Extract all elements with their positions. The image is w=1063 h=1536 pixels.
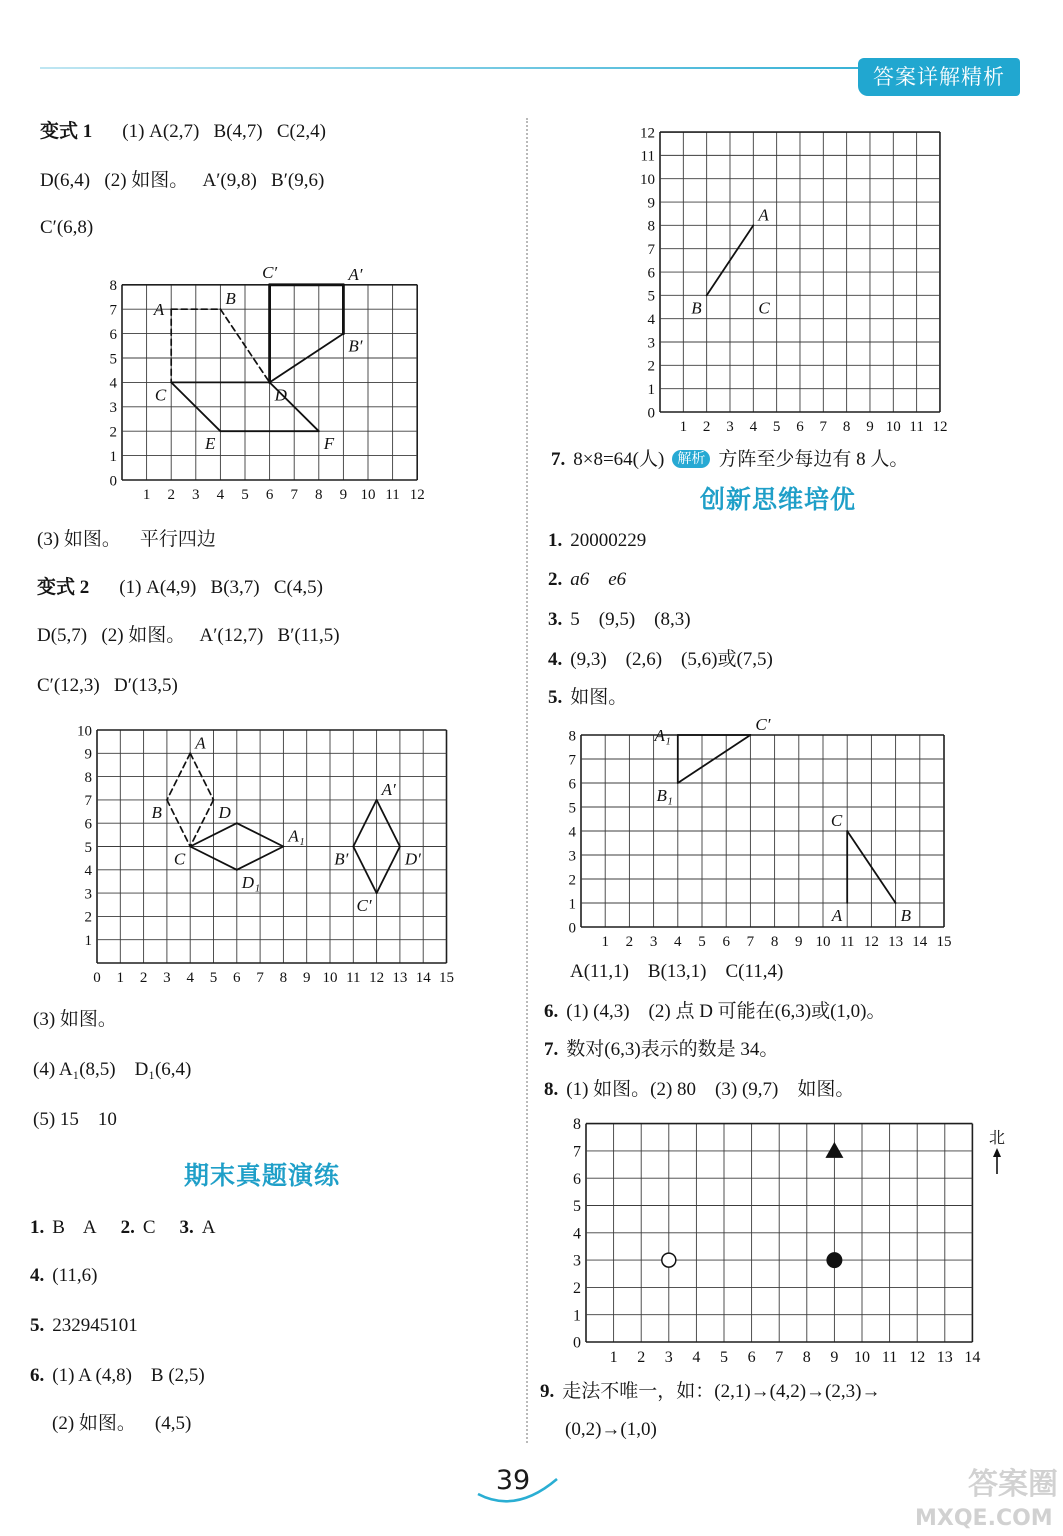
y-tick-label: 6 [647,265,655,282]
y-tick-label: 5 [573,1198,581,1216]
final-exam-heading: 期末真题演练 [183,1161,340,1190]
point-label: B′ [334,849,349,869]
final-q1-number: 1. [30,1217,45,1238]
innov-q5-answer: 如图。 [570,687,628,708]
x-tick-label: 1 [609,1349,618,1366]
x-tick-label: 13 [392,970,408,986]
y-tick-label: 4 [647,311,655,328]
final-q6-line2: (2) 如图。 (4,5) [52,1413,192,1434]
page-number: 39 [495,1465,531,1496]
y-tick-label: 2 [109,424,117,441]
y-tick-label: 2 [568,872,576,889]
x-tick-label: 6 [233,970,241,986]
final-q2-answer: C [142,1217,156,1238]
point-label: A₁ [654,726,671,745]
x-tick-label: 9 [339,487,348,503]
watermark-cn: 答案圈 [968,1467,1058,1502]
y-tick-label: 7 [84,793,92,810]
y-tick-label: 8 [573,1116,581,1134]
point-label: D [218,802,231,822]
x-tick-label: 14 [964,1349,981,1366]
x-tick-label: 7 [819,419,828,435]
final-q4-answer: (11,6) [52,1265,98,1286]
point-label: C [758,298,770,318]
innov-q7-answer: 数对(6,3)表示的数是 34。 [566,1039,779,1060]
variant1-line3: C′(6,8) [40,217,94,238]
x-tick-label: 1 [116,970,125,986]
north-arrowhead-icon [993,1148,1001,1157]
y-tick-label: 7 [568,752,576,769]
final-q6-number: 6. [30,1365,45,1386]
variant2-line6: (5) 15 10 [33,1109,117,1130]
y-tick-label: 0 [573,1334,581,1352]
final-q5-number: 5. [30,1315,45,1336]
x-tick-label: 6 [265,487,274,503]
x-tick-label: 8 [279,970,288,986]
variant2-line5: (4) A₁(8,5) D₁(6,4) [33,1059,192,1080]
x-tick-label: 7 [746,934,755,950]
x-tick-label: 6 [796,419,804,435]
north-label: 北 [988,1130,1006,1147]
y-tick-label: 12 [640,125,655,142]
x-tick-label: 11 [881,1349,898,1366]
y-tick-label: 1 [573,1307,581,1325]
variant2-line2: D(5,7) (2) 如图。 A′(12,7) B′(11,5) [37,625,340,646]
x-tick-label: 7 [256,970,264,986]
final-q3-number: 3. [179,1217,194,1238]
variant1-line1-text: (1) A(2,7) B(4,7) C(2,4) [122,121,326,142]
x-tick-label: 8 [315,487,323,503]
x-tick-label: 4 [216,487,225,503]
x-tick-label: 8 [842,419,851,435]
y-tick-label: 9 [84,746,92,763]
y-tick-label: 8 [568,728,576,745]
x-tick-label: 7 [290,487,298,503]
variant2-line3: C′(12,3) D′(13,5) [37,675,178,696]
innov-q3-number: 3. [548,609,563,630]
final-q1-answer: B A [52,1217,97,1238]
y-tick-label: 3 [647,335,655,352]
point-label: A₁ [288,826,305,846]
x-tick-label: 3 [726,419,734,435]
x-tick-label: 14 [912,934,928,950]
y-tick-label: 10 [77,723,92,740]
y-tick-label: 4 [84,863,92,880]
point-label: E [205,434,216,454]
point-label: C′ [356,896,372,916]
x-tick-label: 11 [385,487,400,503]
x-tick-label: 4 [692,1349,701,1366]
variant1-title: 变式 1 [40,121,93,142]
x-tick-label: 12 [863,934,879,950]
point-label: B [691,298,702,318]
y-tick-label: 10 [640,171,655,188]
x-tick-label: 11 [909,419,924,435]
x-tick-label: 10 [885,419,901,435]
variant1-line4: (3) 如图。 平行四边 [37,529,216,550]
point-label: A [758,205,769,225]
innov-q8-number: 8. [544,1079,559,1100]
y-tick-label: 6 [573,1170,581,1188]
x-tick-label: 11 [839,934,855,950]
final-q2-number: 2. [120,1217,135,1238]
y-tick-label: 4 [109,375,117,392]
x-tick-label: 2 [167,487,175,503]
x-tick-label: 5 [209,970,218,986]
point-label: B [900,906,911,925]
x-tick-label: 3 [192,487,200,503]
x-tick-label: 9 [866,419,874,435]
x-tick-label: 12 [909,1349,926,1366]
y-tick-label: 1 [568,896,576,913]
y-tick-label: 5 [109,351,117,368]
figure-r8 [573,1116,980,1366]
x-tick-label: 7 [775,1349,784,1366]
final-q4-number: 4. [30,1265,45,1286]
point-label: A [153,300,165,320]
point-label: A [195,733,206,753]
x-tick-label: 12 [409,487,425,503]
x-tick-label: 5 [241,487,249,503]
x-tick-label: 0 [93,970,101,986]
y-tick-label: 9 [647,195,655,212]
y-tick-label: 8 [647,218,655,235]
point-label: C [154,385,167,405]
y-tick-label: 1 [84,932,92,949]
y-tick-label: 6 [568,776,576,793]
x-tick-label: 2 [637,1349,646,1366]
y-tick-label: 2 [647,358,655,375]
x-tick-label: 1 [679,419,688,435]
figure-r1 [640,125,947,435]
x-tick-label: 3 [664,1349,673,1366]
innov-q1-number: 1. [548,530,563,551]
point-label: D [274,385,287,405]
x-tick-label: 8 [802,1349,811,1366]
x-tick-label: 9 [302,970,311,986]
innov-q8-answer: (1) 如图。(2) 80 (3) (9,7) 如图。 [566,1079,855,1100]
point-label: B₁ [656,786,673,805]
point-label: B′ [348,336,363,356]
x-tick-label: 4 [186,970,194,986]
header-badge: 答案详解精析 [858,58,1020,96]
figure-v2 [77,723,454,986]
innov-q4-answer: (9,3) (2,6) (5,6)或(7,5) [570,649,773,670]
y-tick-label: 3 [84,886,92,903]
y-tick-label: 0 [109,473,117,490]
innov-q4-number: 4. [548,649,563,670]
x-tick-label: 6 [722,934,730,950]
innov-q9-line2: (0,2)→(1,0) [565,1419,657,1440]
point-label: A [831,906,843,925]
variant2-line4: (3) 如图。 [33,1009,117,1030]
x-tick-label: 10 [854,1349,870,1366]
y-tick-label: 2 [573,1280,581,1297]
q7-analysis: 方阵至少每边有 8 人。 [718,449,909,470]
innov-q1-answer: 20000229 [570,530,647,551]
y-tick-label: 6 [109,326,117,343]
innov-q3-answer: 5 (9,5) (8,3) [570,609,691,630]
y-tick-label: 4 [573,1225,581,1243]
analysis-tag: 解析 [672,450,710,468]
x-tick-label: 9 [830,1349,839,1366]
y-tick-label: 8 [84,769,92,786]
y-tick-label: 7 [647,241,655,258]
x-tick-label: 10 [322,970,338,986]
point-label: A′ [381,779,396,799]
innov-q9-number: 9. [540,1381,555,1402]
innov-q2-answer: a6 e6 [570,569,627,590]
point-label: B [225,289,236,309]
x-tick-label: 6 [747,1349,756,1366]
x-tick-label: 9 [795,934,803,950]
y-tick-label: 1 [647,381,655,398]
hollow-circle-marker [662,1253,676,1267]
final-q3-answer: A [201,1217,216,1238]
point-label: D′ [404,849,421,869]
innov-q7-number: 7. [544,1039,559,1060]
innov-q9-answer-1: 走法不唯一，如：(2,1)→(4,2)→(2,3)→ [562,1381,881,1402]
point-label: D₁ [241,872,260,892]
point-label: B [151,802,162,822]
y-tick-label: 5 [84,839,92,856]
innov-q6-answer: (1) (4,3) (2) 点 D 可能在(6,3)或(1,0)。 [566,1001,886,1022]
x-tick-label: 3 [649,934,658,950]
x-tick-label: 12 [932,419,948,435]
variant2-title: 变式 2 [37,577,90,598]
x-tick-label: 15 [439,970,454,986]
x-tick-label: 15 [936,934,952,950]
innov-q5-coords: A(11,1) B(13,1) C(11,4) [570,961,784,982]
y-tick-label: 7 [573,1143,581,1161]
y-tick-label: 3 [573,1252,581,1270]
watermark-en: MXQE.COM [915,1506,1053,1531]
y-tick-label: 5 [647,288,655,305]
x-tick-label: 3 [163,970,171,986]
point-label: F [323,434,335,454]
y-tick-label: 11 [640,148,655,165]
innov-q6-number: 6. [544,1001,559,1022]
figure-r5 [569,715,952,950]
variant1-line2: D(6,4) (2) 如图。 A′(9,8) B′(9,6) [40,170,325,191]
solid-dot-marker [826,1252,842,1268]
variant2-line1-text: (1) A(4,9) B(3,7) C(4,5) [119,577,323,598]
x-tick-label: 13 [936,1349,953,1366]
figure-v1 [110,263,425,503]
x-tick-label: 5 [720,1349,728,1366]
y-tick-label: 0 [568,920,576,937]
point-label: C′ [755,715,771,734]
x-tick-label: 10 [815,934,831,950]
x-tick-label: 10 [360,487,376,503]
x-tick-label: 1 [601,934,609,950]
y-tick-label: 4 [568,824,576,841]
point-label: C′ [262,262,278,282]
y-tick-label: 0 [647,405,655,422]
north-indicator [989,1129,1005,1174]
y-tick-label: 7 [109,302,117,319]
x-tick-label: 2 [625,934,634,950]
point-label: C [173,849,186,869]
y-tick-label: 2 [84,909,92,926]
point-label: C [830,811,843,830]
q7-answer: 8×8=64(人) [573,449,665,470]
x-tick-label: 14 [415,970,431,986]
y-tick-label: 8 [109,278,117,295]
innov-q2-number: 2. [548,569,563,590]
x-tick-label: 13 [888,934,904,950]
q7-number: 7. [551,449,566,470]
x-tick-label: 4 [749,419,758,435]
final-q6-answer-1: (1) A (4,8) B (2,5) [52,1365,205,1386]
x-tick-label: 8 [770,934,779,950]
y-tick-label: 5 [568,800,576,817]
x-tick-label: 2 [702,419,711,435]
x-tick-label: 12 [369,970,385,986]
x-tick-label: 5 [772,419,781,435]
innovation-heading: 创新思维培优 [699,485,856,514]
x-tick-label: 1 [142,487,151,503]
x-tick-label: 5 [698,934,706,950]
final-q5-answer: 232945101 [52,1315,138,1336]
y-tick-label: 1 [109,448,117,465]
point-label: A′ [348,264,363,284]
x-tick-label: 2 [139,970,148,986]
y-tick-label: 3 [568,848,576,865]
x-tick-label: 4 [674,934,682,950]
x-tick-label: 11 [346,970,361,986]
triangle-marker [825,1142,843,1158]
y-tick-label: 6 [84,816,92,833]
y-tick-label: 3 [109,400,117,417]
innov-q5-number: 5. [548,687,563,708]
